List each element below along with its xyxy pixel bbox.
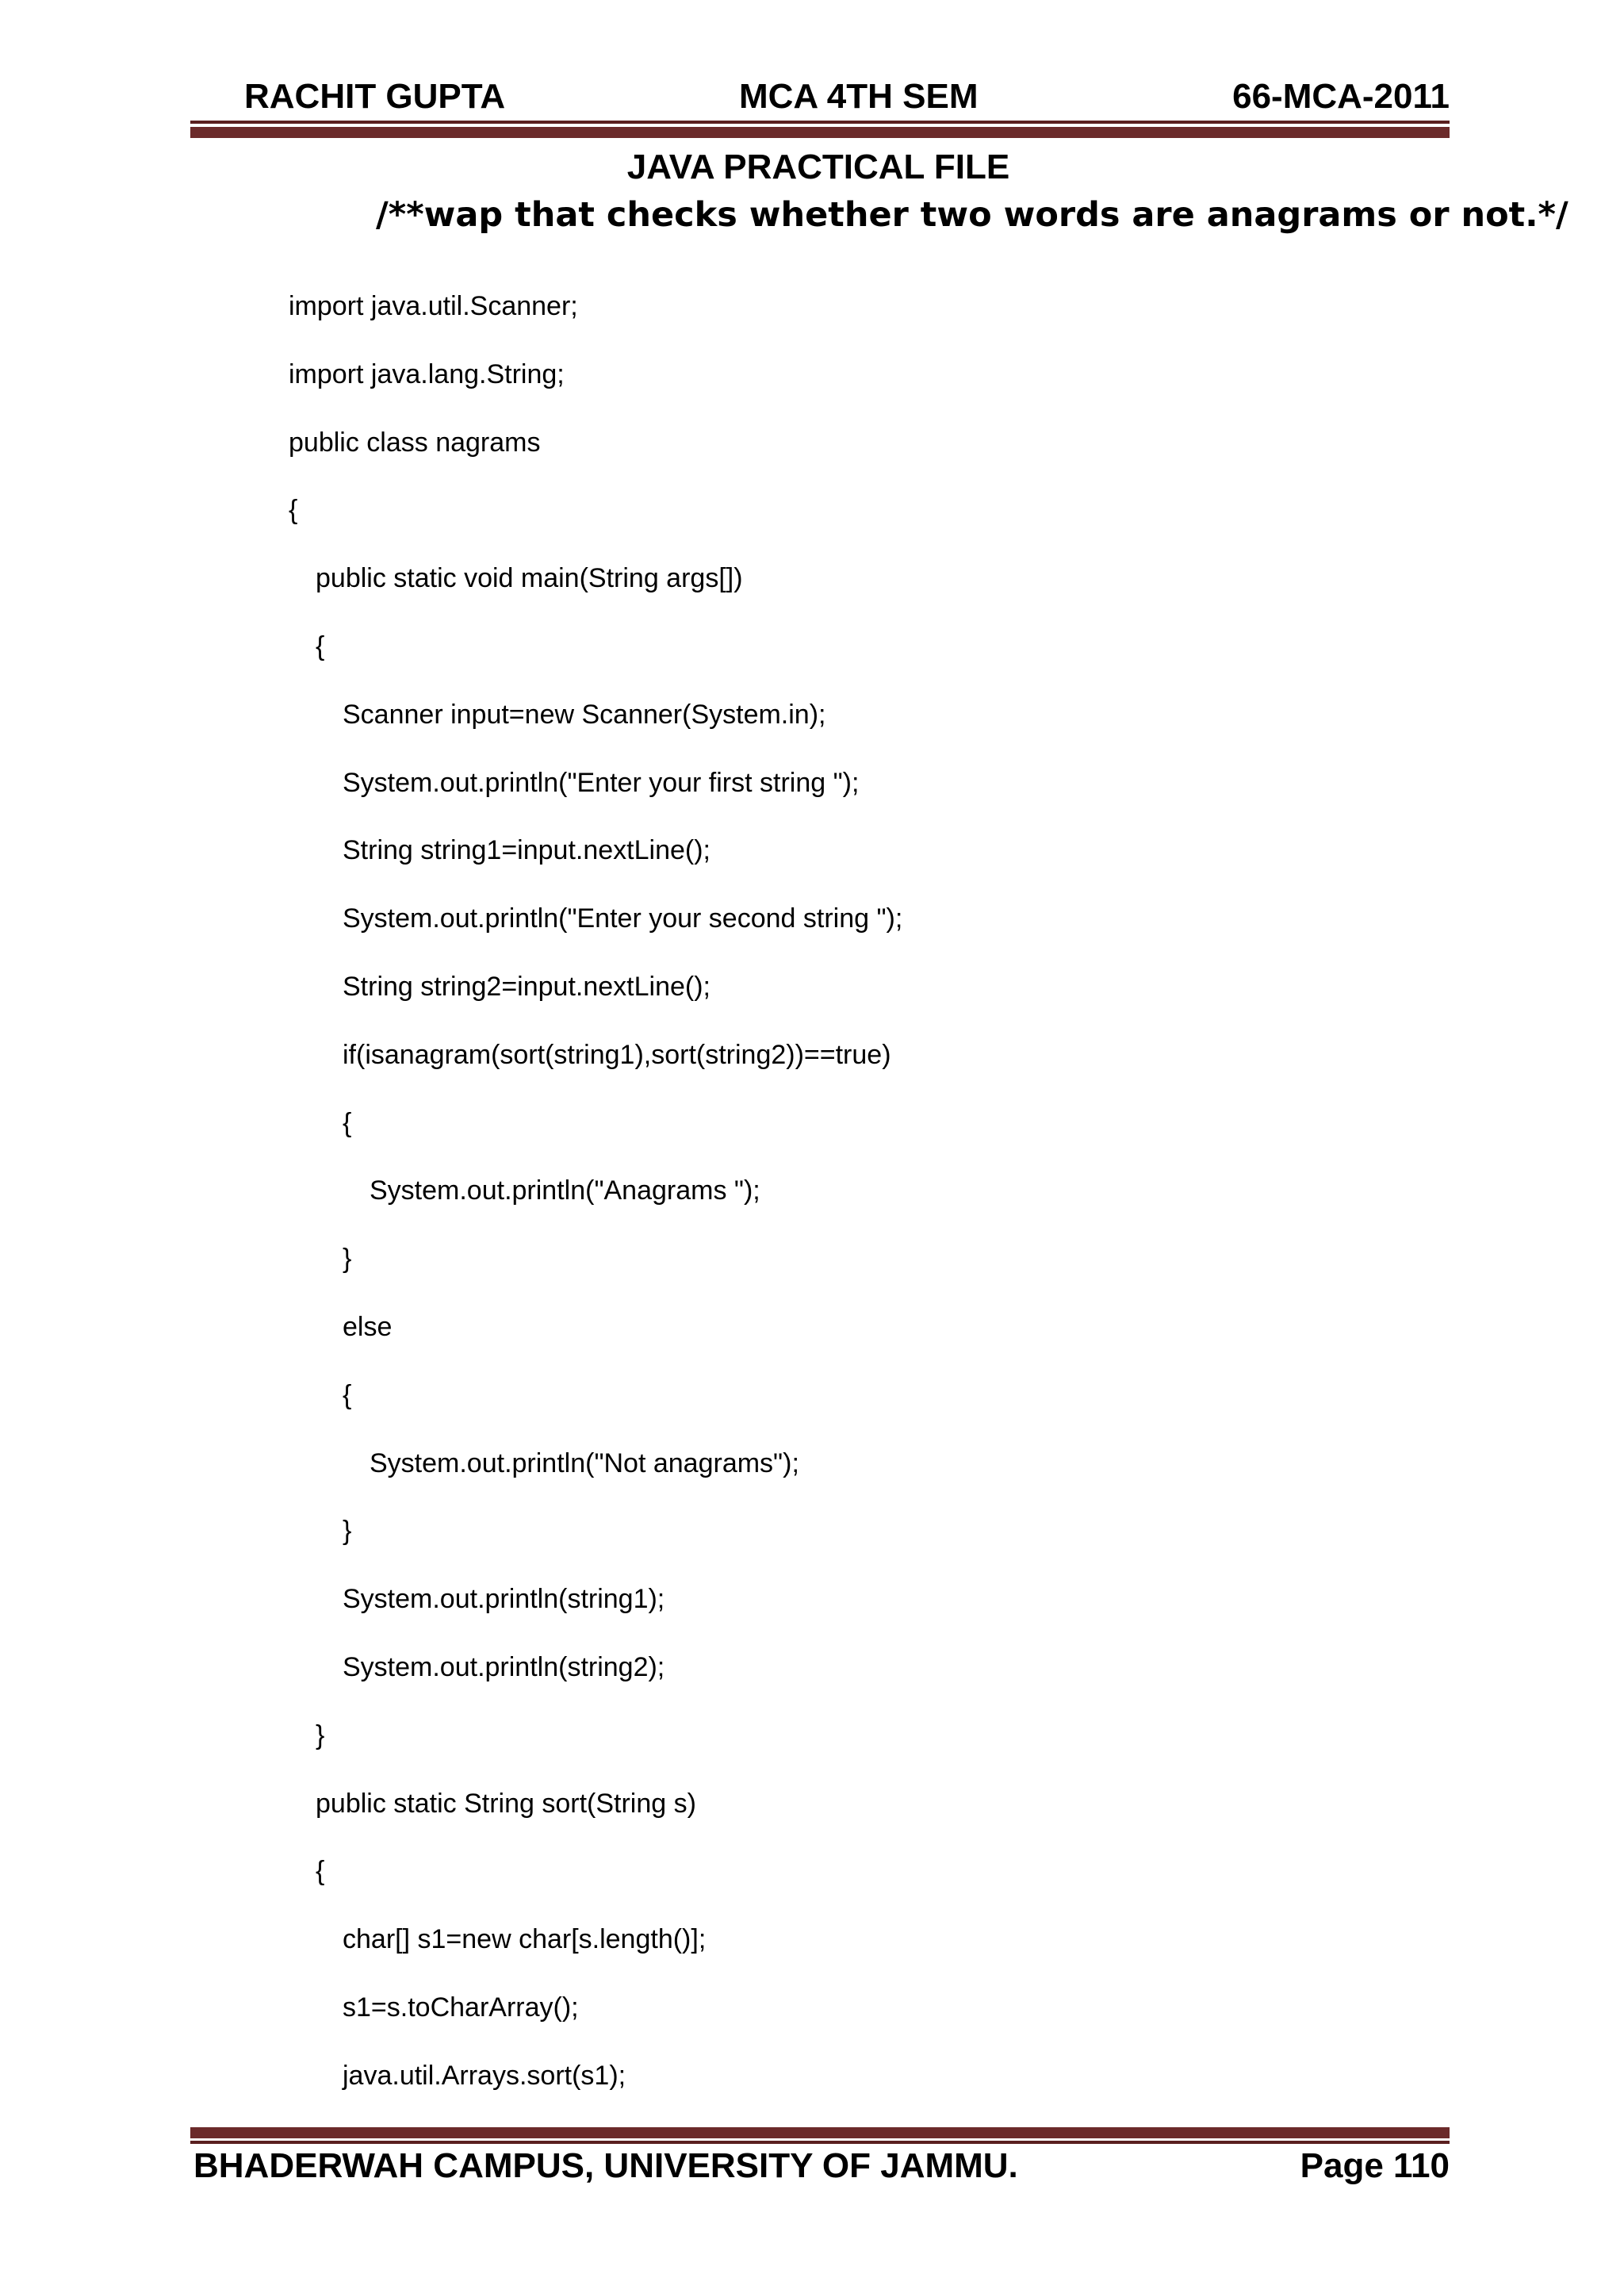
code-line: {: [289, 495, 298, 526]
header-author-name: RACHIT GUPTA: [244, 77, 506, 116]
code-line: String string2=input.nextLine();: [343, 971, 710, 1002]
header-rule-thin: [190, 121, 1450, 124]
code-line: import java.lang.String;: [289, 359, 565, 389]
code-line: import java.util.Scanner;: [289, 291, 578, 321]
header-rule-thick: [190, 127, 1450, 138]
file-title-text: JAVA PRACTICAL FILE: [626, 148, 1010, 186]
code-line: System.out.println("Not anagrams");: [370, 1448, 799, 1478]
footer-page-number: Page 110: [1300, 2146, 1450, 2185]
file-title: [0, 144, 1624, 190]
code-line: char[] s1=new char[s.length()];: [343, 1924, 707, 1955]
header-course: MCA 4TH SEM: [739, 77, 979, 116]
code-line: Scanner input=new Scanner(System.in);: [343, 699, 826, 730]
code-line: s1=s.toCharArray();: [343, 1992, 579, 2023]
code-line: {: [343, 1107, 352, 1138]
header-roll-number: 66-MCA-2011: [1232, 77, 1450, 116]
code-line: System.out.println("Anagrams ");: [370, 1175, 760, 1206]
code-line: System.out.println(string1);: [343, 1584, 665, 1615]
code-line: {: [343, 1379, 352, 1410]
code-line: {: [316, 631, 325, 661]
code-line: System.out.println("Enter your second string ");: [343, 903, 903, 934]
code-line: System.out.println(string2);: [343, 1651, 665, 1682]
code-line: else: [343, 1311, 393, 1342]
code-line: String string1=input.nextLine();: [343, 835, 710, 866]
code-line: java.util.Arrays.sort(s1);: [343, 2060, 626, 2091]
code-line: public class nagrams: [289, 427, 541, 458]
code-line: }: [343, 1516, 352, 1547]
code-line: {: [316, 1856, 325, 1887]
page-footer: [190, 2142, 1450, 2191]
program-comment: /**wap that checks whether two words are anagrams or not.*/: [376, 195, 1568, 235]
footer-rule-thick: [190, 2127, 1450, 2138]
code-line: public static String sort(String s): [316, 1788, 696, 1819]
code-line: if(isanagram(sort(string1),sort(string2))==true): [343, 1039, 891, 1070]
code-line: }: [316, 1720, 325, 1750]
code-line: public static void main(String args[]): [316, 563, 743, 594]
code-listing: [289, 286, 902, 2123]
page-header: [190, 73, 1450, 121]
code-line: }: [343, 1244, 352, 1275]
code-line: System.out.println("Enter your first string ");: [343, 767, 860, 798]
footer-institution: BHADERWAH CAMPUS, UNIVERSITY OF JAMMU.: [193, 2146, 1018, 2185]
